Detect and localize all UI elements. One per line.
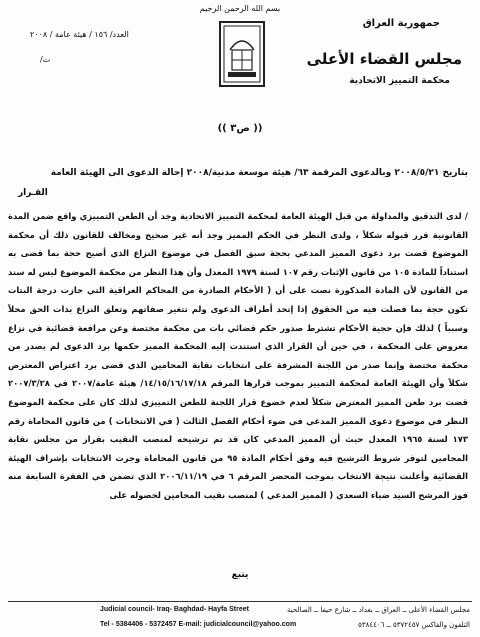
document-date: ت/ bbox=[40, 55, 51, 64]
council-title: مجلس القضاء الأعلى bbox=[306, 50, 462, 68]
document-number: العدد/ ١٥٦ / هيئة عامة / ٢٠٠٨ bbox=[30, 30, 129, 39]
intro-line: بتاريخ ٢٠٠٨/٥/٢١ وبالدعوى المرقمة ٦٣/ هيئة موسعة مدنية/٢٠٠٨ إحالة الدعوى الى الهيئة العامة bbox=[50, 168, 468, 178]
footer-contact-en: Tel - 5384406 - 5372457 E-mail: judicialcouncil@yahoo.com bbox=[100, 621, 297, 628]
republic-title: جمهورية العراق bbox=[362, 18, 440, 29]
page-reference: (( ص٣ )) bbox=[217, 123, 263, 134]
basmala: بسم الله الرحمن الرحيم bbox=[199, 4, 281, 13]
court-title: محكمة التمييز الاتحادية bbox=[349, 76, 450, 86]
footer-contact-ar: التلفون والفاكس ٥٣٧٢٤٥٧ ــ ٥٣٨٤٤٠٦ bbox=[358, 621, 470, 629]
decision-body: / لدى التدقيق والمداولة من قبل الهيئة العامة لمحكمة التمييز الاتحادية وجد أن الطعن التمييزي واقع ضمن المدة القانونية قرر قبوله شكلاً ، ولدى النظر في الحكم المميز وجد أنه غير صحيح ومخالف للقانون ذلك أن محكمة الموضوع قضت برد دعوى المميز المدعي بحجة سبق الفصل في موضوع النزاع الذي أصبح حجة بما قضى به استناداً للمادة ١٠٥ من قانون الإثبات رقم ١٠٧ لسنة ١٩٧٩ المعدل وأن هذا النظر من محكمة الموضوع ليس له سند من القانون لأن المادة المذكورة نصت على أن ( الأحكام الصادرة من المحاكم العراقية التي حازت درجة البتات تكون حجة بما فصلت فيه من الحقوق إذا إتحد أطراف الدعوى ولم تتغير صفاتهم وتعلق النزاع بذات الحق محلاً وسبباً ) لذلك فإن حجية الأحكام تشترط صدور حكم قضائي بات من محكمة مختصة وعن مرافعة قضائية في نزاع معروض على المحكمة ، في حين أن القرار الذي استندت إليه المحكمة المميز حكمها برد الدعوى لم يصدر من محكمة مختصة وإنما صدر من اللجنة المشرفة على انتخابات نقابة المحامين الذي قضى برد اعتراض المعترض شكلاً وأن الهيئة العامة لمحكمة التمييز بموجب قرارها المرقم ١٤/١٥/١٦/١٧/١٨/ هيئة عامة/٢٠٠٧ في ٢٠٠٧/٣/٢٨ قضت برد طعن المميز المعترض شكلاً لعدم خضوع قرار اللجنة للطعن التمييزي لذلك كان على محكمة الموضوع النظر في موضوع دعوى المميز المدعي في ضوء أحكام الفصل الثالث ( في الانتخابات ) من قانون المحاماة رقم ١٧٣ لسنة ١٩٦٥ المعدل حيث أن المميز المدعي كان قد تم ترشيحه لمنصب النقيب بقرار من مجلس نقابة المحامين لتوفر شروط الترشيح فيه وفق أحكام المادة ٩٥ من قانون المحاماة وجرت الانتخابات بإشراف الهيئة القضائية وأعلنت نتيجة الانتخاب بموجب المحضر المرقم ٦ في ٢٠٠٦/١١/١٩ الذي تضمن في الفقرة السابعة منه فوز المرشح السيد ضياء السعدي ( المميز المدعي ) لمنصب نقيب المحامين لحصوله على bbox=[8, 211, 468, 500]
continued-note: يتبع bbox=[231, 570, 249, 580]
footer-divider bbox=[8, 601, 472, 602]
footer-address-ar: مجلس القضاء الأعلى ــ العراق ــ بغداد ــ شارع حيفا ــ الصالحية bbox=[287, 606, 470, 614]
footer-address-en: Judicial council- Iraq- Baghdad- Hayfa Street bbox=[100, 606, 249, 613]
decision-heading: القـرار bbox=[18, 188, 48, 198]
judicial-emblem-icon bbox=[218, 20, 266, 88]
